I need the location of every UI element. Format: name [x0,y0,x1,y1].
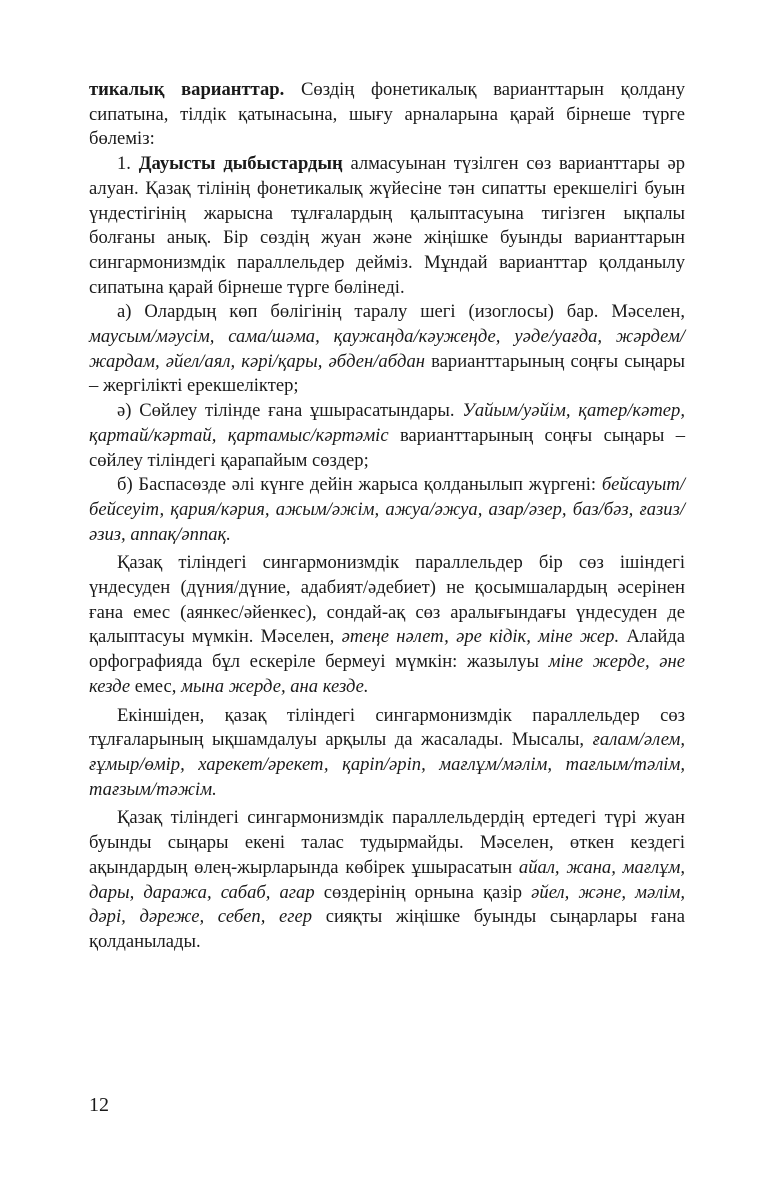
italic-example: маусым/мәусім, сама/шәма, қаужаңда/кәужеңде, уәде/уағда, жәрдем/ жардам, әйел/аял, кәрі/қары, әбден/абдан [89,326,685,372]
italic-example: әйел, және, мәлім, дәрі, дәреже, себеп, егер [89,881,685,928]
paragraph [89,399,685,473]
bold-term: тикалық варианттар. [89,79,285,100]
paragraph [89,300,685,399]
text-run: сөздерінің орнына қазір [314,881,532,903]
text-run: Екіншіден, қазақ тіліндегі сингармонизмдік параллельдер сөз тұлғаларының ықшамдалуы арқылы да жасалады. Мысалы, [89,704,685,751]
text-run: Қазақ тіліндегі сингармонизмдік параллельдер бір сөз ішіндегі үндесуден (дүния/дүние, адабият/әдебиет) не қосымшалардың әсерінен ғана емес (аянкес/әйенкес), сондай-ақ сөз аралығындағы үндесуден де қалыптасуы мүмкін. Мәселен, [89,552,685,648]
page-number: 12 [89,1094,109,1116]
italic-example: ғалам/әлем, ғұмыр/өмір, харекет/әрекет, қаріп/әріп, мағлұм/мәлім, тағлым/тәлім, тағзым/тәжім. [89,729,685,800]
page-body [89,78,685,955]
text-run: Сөздің фонетикалық варианттарын қолдану сипатына, тілдік қатынасына, шығу арналарына қарай бірнеше түрге бөлеміз: [89,79,686,150]
paragraph [89,704,685,803]
text-run: 1. [117,153,139,175]
text-run: ә) Сөйлеу тілінде ғана ұшырасатындары. [117,400,463,422]
text-run: емес, [130,675,182,697]
text-run: Қазақ тіліндегі сингармонизмдік параллельдердің ертедегі түрі жуан буынды сыңары екені талас тудырмайды. Мәселен, өткен кездегі ақындардың өлең-жырларында көбірек ұшырасатын [89,807,685,878]
italic-example: міне жерде, әне кезде [89,651,685,697]
italic-example: айал, жана, мағлұм, дары, даража, сабаб, агар [89,856,685,903]
italic-example: бейсауыт/бейсеуіт, қария/кәрия, ажым/әжім, ажуа/әжуа, азар/әзер, баз/бәз, ғазиз/әзиз, аппақ/әппақ. [89,474,685,545]
italic-example: мына жерде, ана кезде. [181,675,369,697]
bold-term: Дауысты дыбыстардың [138,153,343,175]
text-run: Алайда орфографияда бұл ескеріле бермеуі мүмкін: жазылуы [89,626,686,673]
paragraph [89,806,685,954]
text-run: варианттарының соңғы сыңары – сөйлеу тіліндегі қарапайым сөздер; [89,424,685,471]
text-run: алмасуынан түзілген сөз варианттары әр алуан. Қазақ тілінің фонетикалық жүйесіне тән сипатты ерекшелігі буын үндестігінің жарысна тұлғалардың қалыптасуына тигізген ықпалы болғаны анық. Бір сөздің жуан және жіңішке буынды варианттарын сингармонизмдік параллельдер дейміз. Мұндай варианттар қолданылу сипатына қарай бірнеше түрге бөлінеді. [89,153,686,298]
italic-example: әтеңе нәлет, әре кідік, міне жер. [341,626,620,648]
text-run: сияқты жіңішке буынды сыңарлары ғана қолданылады. [89,906,685,952]
text-run: варианттарының соңғы сыңары – жергілікті ерекшеліктер; [89,350,685,397]
paragraph [89,473,685,547]
text-run: б) Баспасөзде әлі күнге дейін жарыса қолданылып жүргені: [117,474,602,496]
text-run: а) Олардың көп бөлігінің таралу шегі (изоглосы) бар. Мәселен, [117,301,685,323]
paragraph [89,152,685,300]
paragraph [89,551,685,699]
italic-example: Уайым/уәйім, қатер/кәтер, қартай/кәртай, қартамыс/кәртәміс [89,400,686,446]
paragraph [89,78,685,152]
